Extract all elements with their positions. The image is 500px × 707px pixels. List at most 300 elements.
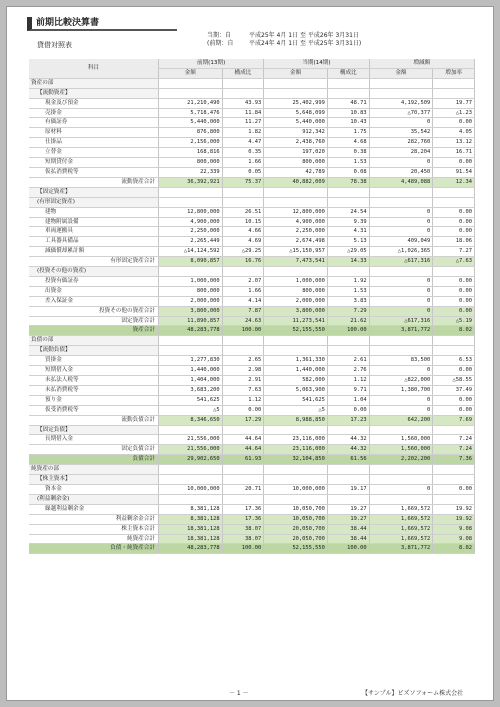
header-diff-amount: 金額 <box>369 68 433 78</box>
prev-ratio <box>222 78 264 88</box>
prev-ratio: 20.71 <box>222 484 264 494</box>
diff-rate: 37.49 <box>433 385 475 395</box>
section-row <box>29 425 475 435</box>
diff-amount: 3,871,772 <box>369 544 433 554</box>
account-name: (利益剰余金) <box>29 494 158 504</box>
diff-amount: 0 <box>369 158 433 168</box>
diff-amount: △822,000 <box>369 376 433 386</box>
prev-ratio: 10.15 <box>222 217 264 227</box>
diff-rate: 18.06 <box>433 237 475 247</box>
curr-ratio: 61.56 <box>327 455 369 465</box>
diff-rate <box>433 425 475 435</box>
curr-amount: 23,116,000 <box>264 445 328 455</box>
diff-rate: 0.00 <box>433 395 475 405</box>
prev-ratio: 0.35 <box>222 148 264 158</box>
curr-ratio: 48.71 <box>327 98 369 108</box>
diff-amount <box>369 78 433 88</box>
diff-rate <box>433 475 475 485</box>
prev-amount <box>158 475 222 485</box>
diff-rate <box>433 78 475 88</box>
account-name: 減価償却累計額 <box>29 247 158 257</box>
account-name: 短期貸付金 <box>29 158 158 168</box>
prev-ratio: 44.64 <box>222 435 264 445</box>
total-row <box>29 524 475 534</box>
total-row <box>29 306 475 316</box>
diff-amount <box>369 425 433 435</box>
diff-amount: 0 <box>369 296 433 306</box>
balance-sheet-table <box>29 59 475 554</box>
diff-amount: 409,049 <box>369 237 433 247</box>
prev-amount: 3,683,200 <box>158 385 222 395</box>
diff-amount: 0 <box>369 306 433 316</box>
curr-amount: 197,020 <box>264 148 328 158</box>
account-name: 資産合計 <box>29 326 158 336</box>
curr-ratio: 38.44 <box>327 534 369 544</box>
account-name: 投資その他の資産合計 <box>29 306 158 316</box>
prev-ratio: 26.51 <box>222 207 264 217</box>
diff-amount: 2,202,200 <box>369 455 433 465</box>
total-row <box>29 445 475 455</box>
prev-ratio: 2.07 <box>222 276 264 286</box>
prev-amount: △14,124,592 <box>158 247 222 257</box>
prev-amount <box>158 267 222 277</box>
period-info <box>207 32 361 48</box>
balance-sheet-body <box>29 78 475 554</box>
prev-ratio: 61.93 <box>222 455 264 465</box>
prev-ratio: 17.36 <box>222 504 264 514</box>
diff-rate: 8.02 <box>433 326 475 336</box>
diff-rate: 9.08 <box>433 524 475 534</box>
account-name: 有形固定資産合計 <box>29 257 158 267</box>
total-row <box>29 534 475 544</box>
account-name: 流動負債合計 <box>29 415 158 425</box>
diff-rate <box>433 187 475 197</box>
curr-amount: 1,361,330 <box>264 356 328 366</box>
table-row <box>29 504 475 514</box>
diff-rate: 0.00 <box>433 286 475 296</box>
prev-ratio: 17.29 <box>222 415 264 425</box>
prev-amount <box>158 425 222 435</box>
diff-amount: 1,560,000 <box>369 435 433 445</box>
curr-ratio: 4.68 <box>327 138 369 148</box>
curr-amount: 800,000 <box>264 286 328 296</box>
total-row <box>29 326 475 336</box>
diff-amount <box>369 494 433 504</box>
previous-period-range: 平成24年 4月 1日 至 平成25年 3月31日) <box>249 40 362 47</box>
diff-rate: 8.02 <box>433 544 475 554</box>
account-name: 負債合計 <box>29 455 158 465</box>
diff-rate: △58.55 <box>433 376 475 386</box>
account-name: 仕掛品 <box>29 138 158 148</box>
curr-ratio: 0.00 <box>327 405 369 415</box>
curr-ratio: 9.71 <box>327 385 369 395</box>
account-name: 純資産の部 <box>29 465 158 475</box>
table-row <box>29 484 475 494</box>
curr-amount: 11,273,541 <box>264 316 328 326</box>
prev-ratio: 2.91 <box>222 376 264 386</box>
diff-amount: 0 <box>369 286 433 296</box>
prev-ratio: 43.93 <box>222 98 264 108</box>
diff-rate: 19.77 <box>433 98 475 108</box>
diff-rate <box>433 267 475 277</box>
account-name: 資産の部 <box>29 78 158 88</box>
header-curr-amount: 金額 <box>264 68 328 78</box>
total-row <box>29 455 475 465</box>
curr-ratio: 14.33 <box>327 257 369 267</box>
curr-amount: 800,000 <box>264 158 328 168</box>
curr-amount: 32,104,850 <box>264 455 328 465</box>
diff-rate: 19.92 <box>433 514 475 524</box>
curr-amount: 52,155,550 <box>264 544 328 554</box>
section-row <box>29 187 475 197</box>
prev-amount: 10,000,000 <box>158 484 222 494</box>
account-name: (投資その他の資産) <box>29 267 158 277</box>
diff-rate <box>433 88 475 98</box>
curr-amount: 10,000,000 <box>264 484 328 494</box>
prev-amount: 8,090,857 <box>158 257 222 267</box>
section-row <box>29 88 475 98</box>
curr-amount: 12,800,000 <box>264 207 328 217</box>
curr-ratio <box>327 494 369 504</box>
account-name: 未払消費税等 <box>29 385 158 395</box>
table-row <box>29 366 475 376</box>
curr-amount: △15,150,957 <box>264 247 328 257</box>
table-row <box>29 207 475 217</box>
prev-amount: 5,718,476 <box>158 108 222 118</box>
prev-amount <box>158 88 222 98</box>
curr-ratio: 1.53 <box>327 286 369 296</box>
table-row <box>29 98 475 108</box>
diff-amount: 0 <box>369 484 433 494</box>
diff-amount: △617,316 <box>369 316 433 326</box>
prev-amount: 168,816 <box>158 148 222 158</box>
table-row <box>29 356 475 366</box>
curr-ratio <box>327 88 369 98</box>
diff-rate: △7.63 <box>433 257 475 267</box>
section-row <box>29 197 475 207</box>
table-row <box>29 376 475 386</box>
prev-amount <box>158 187 222 197</box>
curr-amount <box>264 78 328 88</box>
prev-amount: 2,000,000 <box>158 296 222 306</box>
curr-ratio: 78.38 <box>327 177 369 187</box>
diff-amount: 3,871,772 <box>369 326 433 336</box>
account-name: 【固定資産】 <box>29 187 158 197</box>
curr-amount: 2,000,000 <box>264 296 328 306</box>
curr-ratio: 5.13 <box>327 237 369 247</box>
section-row <box>29 336 475 346</box>
diff-amount: 0 <box>369 366 433 376</box>
table-row <box>29 227 475 237</box>
diff-amount: 28,204 <box>369 148 433 158</box>
diff-rate: 7.36 <box>433 455 475 465</box>
curr-amount: 912,342 <box>264 128 328 138</box>
diff-rate: 0.00 <box>433 207 475 217</box>
prev-ratio <box>222 425 264 435</box>
diff-rate: 0.00 <box>433 118 475 128</box>
prev-ratio: 17.36 <box>222 514 264 524</box>
header-curr-period: 当期(14期) <box>264 59 369 68</box>
diff-rate: 7.24 <box>433 435 475 445</box>
total-row <box>29 177 475 187</box>
table-row <box>29 158 475 168</box>
header-prev-period: 前期(13期) <box>158 59 263 68</box>
diff-amount: 83,500 <box>369 356 433 366</box>
account-name: 仮受消費税等 <box>29 405 158 415</box>
table-row <box>29 138 475 148</box>
prev-amount: 2,250,000 <box>158 227 222 237</box>
curr-ratio: 0.38 <box>327 148 369 158</box>
curr-ratio: 38.44 <box>327 524 369 534</box>
diff-rate <box>433 346 475 356</box>
account-name: 繰越利益剰余金 <box>29 504 158 514</box>
table-row <box>29 247 475 257</box>
diff-rate <box>433 336 475 346</box>
diff-amount: △617,316 <box>369 257 433 267</box>
prev-ratio: 38.07 <box>222 524 264 534</box>
section-row <box>29 78 475 88</box>
curr-ratio: 1.75 <box>327 128 369 138</box>
section-row <box>29 475 475 485</box>
account-name: 売掛金 <box>29 108 158 118</box>
total-row <box>29 257 475 267</box>
diff-amount: 20,450 <box>369 167 433 177</box>
prev-ratio: 1.66 <box>222 286 264 296</box>
diff-amount <box>369 197 433 207</box>
curr-ratio <box>327 425 369 435</box>
diff-amount: 1,669,572 <box>369 504 433 514</box>
table-row <box>29 276 475 286</box>
account-name: 流動資産合計 <box>29 177 158 187</box>
curr-ratio: 10.43 <box>327 118 369 128</box>
prev-amount <box>158 494 222 504</box>
diff-amount: 4,192,509 <box>369 98 433 108</box>
account-name: 車両運搬具 <box>29 227 158 237</box>
diff-amount <box>369 88 433 98</box>
prev-amount <box>158 346 222 356</box>
prev-ratio: 100.00 <box>222 544 264 554</box>
prev-amount <box>158 78 222 88</box>
curr-amount <box>264 425 328 435</box>
document-title: 前期比較決算書 <box>27 17 177 31</box>
account-name: 【固定負債】 <box>29 425 158 435</box>
previous-period-label: (前期：自 <box>207 40 234 47</box>
prev-ratio: 2.65 <box>222 356 264 366</box>
prev-amount: 1,404,000 <box>158 376 222 386</box>
curr-ratio: 19.27 <box>327 504 369 514</box>
prev-ratio: 4.66 <box>222 227 264 237</box>
prev-amount: 1,440,000 <box>158 366 222 376</box>
diff-amount <box>369 465 433 475</box>
diff-rate: 4.05 <box>433 128 475 138</box>
account-name: 負債・純資産合計 <box>29 544 158 554</box>
account-name: 原材料 <box>29 128 158 138</box>
diff-rate: 16.71 <box>433 148 475 158</box>
account-name: 預り金 <box>29 395 158 405</box>
account-name: 【流動資産】 <box>29 88 158 98</box>
header-diff-rate: 増加率 <box>433 68 475 78</box>
diff-rate: 12.34 <box>433 177 475 187</box>
curr-ratio <box>327 187 369 197</box>
diff-amount: 1,560,000 <box>369 445 433 455</box>
diff-amount: 35,542 <box>369 128 433 138</box>
curr-ratio: 1.12 <box>327 376 369 386</box>
account-name: 固定負債合計 <box>29 445 158 455</box>
curr-amount: 10,050,700 <box>264 504 328 514</box>
prev-amount: 48,283,778 <box>158 326 222 336</box>
document-page <box>6 6 494 701</box>
company-name: 【サンプル】ビズソフォーム株式会社 <box>362 690 464 697</box>
total-row <box>29 544 475 554</box>
prev-amount: 36,392,921 <box>158 177 222 187</box>
curr-ratio: 2.76 <box>327 366 369 376</box>
diff-rate: 7.27 <box>433 247 475 257</box>
prev-amount: 11,890,857 <box>158 316 222 326</box>
curr-ratio <box>327 346 369 356</box>
curr-amount: 3,800,000 <box>264 306 328 316</box>
header-curr-ratio: 構成比 <box>327 68 369 78</box>
curr-ratio <box>327 465 369 475</box>
diff-amount: 282,760 <box>369 138 433 148</box>
curr-amount: 25,402,999 <box>264 98 328 108</box>
curr-amount <box>264 267 328 277</box>
table-row <box>29 217 475 227</box>
diff-rate: 0.00 <box>433 405 475 415</box>
account-name: 純資産合計 <box>29 534 158 544</box>
curr-ratio: 19.27 <box>327 514 369 524</box>
diff-amount <box>369 187 433 197</box>
header-difference: 増減額 <box>369 59 474 68</box>
diff-amount: 0 <box>369 217 433 227</box>
prev-amount: 541,625 <box>158 395 222 405</box>
prev-ratio <box>222 267 264 277</box>
curr-amount: 20,050,700 <box>264 534 328 544</box>
curr-ratio: 4.31 <box>327 227 369 237</box>
curr-ratio: 19.17 <box>327 484 369 494</box>
curr-amount: △5 <box>264 405 328 415</box>
diff-rate: 0.00 <box>433 366 475 376</box>
current-period-label: 当期：自 <box>207 32 232 39</box>
prev-ratio: 16.76 <box>222 257 264 267</box>
diff-amount: △1,026,365 <box>369 247 433 257</box>
curr-ratio <box>327 78 369 88</box>
prev-amount <box>158 197 222 207</box>
prev-ratio: 100.00 <box>222 326 264 336</box>
prev-ratio: 4.47 <box>222 138 264 148</box>
prev-ratio: 11.27 <box>222 118 264 128</box>
table-row <box>29 118 475 128</box>
prev-amount: 21,556,000 <box>158 435 222 445</box>
header-prev-ratio: 構成比 <box>222 68 264 78</box>
prev-amount: 8,381,128 <box>158 514 222 524</box>
account-name: 利益剰余金合計 <box>29 514 158 524</box>
prev-amount: △5 <box>158 405 222 415</box>
prev-ratio: 11.84 <box>222 108 264 118</box>
table-row <box>29 108 475 118</box>
prev-amount: 4,900,000 <box>158 217 222 227</box>
diff-rate: 13.12 <box>433 138 475 148</box>
table-row <box>29 395 475 405</box>
prev-ratio: 2.98 <box>222 366 264 376</box>
section-row <box>29 465 475 475</box>
diff-amount: 0 <box>369 207 433 217</box>
account-name: 仮払消費税等 <box>29 167 158 177</box>
diff-rate: 0.00 <box>433 484 475 494</box>
curr-amount: 5,063,900 <box>264 385 328 395</box>
curr-ratio <box>327 197 369 207</box>
diff-rate <box>433 197 475 207</box>
account-name: 【流動負債】 <box>29 346 158 356</box>
account-name: 工具器具備品 <box>29 237 158 247</box>
curr-ratio: 0.08 <box>327 167 369 177</box>
curr-amount <box>264 465 328 475</box>
curr-ratio: 44.32 <box>327 445 369 455</box>
curr-ratio: 44.32 <box>327 435 369 445</box>
curr-amount: 40,882,009 <box>264 177 328 187</box>
account-name: 負債の部 <box>29 336 158 346</box>
section-row <box>29 267 475 277</box>
account-name: 【株主資本】 <box>29 475 158 485</box>
account-name: 株主資本合計 <box>29 524 158 534</box>
curr-amount: 7,473,541 <box>264 257 328 267</box>
curr-ratio: 10.83 <box>327 108 369 118</box>
curr-amount: 23,116,000 <box>264 435 328 445</box>
prev-amount: 1,277,830 <box>158 356 222 366</box>
prev-ratio: △29.25 <box>222 247 264 257</box>
curr-ratio: 100.00 <box>327 326 369 336</box>
diff-amount: 0 <box>369 405 433 415</box>
curr-ratio: 9.39 <box>327 217 369 227</box>
header-prev-amount: 金額 <box>158 68 222 78</box>
prev-amount <box>158 336 222 346</box>
diff-rate: 0.00 <box>433 227 475 237</box>
prev-ratio: 1.66 <box>222 158 264 168</box>
prev-ratio <box>222 346 264 356</box>
page-number: － 1 － <box>229 690 249 697</box>
diff-amount: △70,377 <box>369 108 433 118</box>
section-row <box>29 346 475 356</box>
diff-rate: 7.69 <box>433 415 475 425</box>
diff-amount: 642,200 <box>369 415 433 425</box>
diff-amount: 1,669,572 <box>369 534 433 544</box>
diff-rate: 0.00 <box>433 158 475 168</box>
diff-rate: 0.00 <box>433 276 475 286</box>
curr-amount: 20,050,700 <box>264 524 328 534</box>
diff-amount: 4,489,088 <box>369 177 433 187</box>
diff-amount: 1,380,700 <box>369 385 433 395</box>
account-name: 固定資産合計 <box>29 316 158 326</box>
curr-ratio: △29.05 <box>327 247 369 257</box>
prev-amount: 18,381,128 <box>158 524 222 534</box>
diff-rate: 7.24 <box>433 445 475 455</box>
account-name: 未払法人税等 <box>29 376 158 386</box>
total-row <box>29 316 475 326</box>
diff-rate: 0.00 <box>433 306 475 316</box>
table-row <box>29 385 475 395</box>
curr-amount: 541,625 <box>264 395 328 405</box>
diff-amount: 0 <box>369 276 433 286</box>
prev-ratio: 44.64 <box>222 445 264 455</box>
curr-amount: 5,440,000 <box>264 118 328 128</box>
prev-amount: 29,902,650 <box>158 455 222 465</box>
curr-ratio: 7.29 <box>327 306 369 316</box>
curr-ratio: 1.53 <box>327 158 369 168</box>
prev-amount: 2,265,449 <box>158 237 222 247</box>
total-row <box>29 415 475 425</box>
prev-ratio: 7.63 <box>222 385 264 395</box>
account-name: 現金及び預金 <box>29 98 158 108</box>
account-name: 短期借入金 <box>29 366 158 376</box>
